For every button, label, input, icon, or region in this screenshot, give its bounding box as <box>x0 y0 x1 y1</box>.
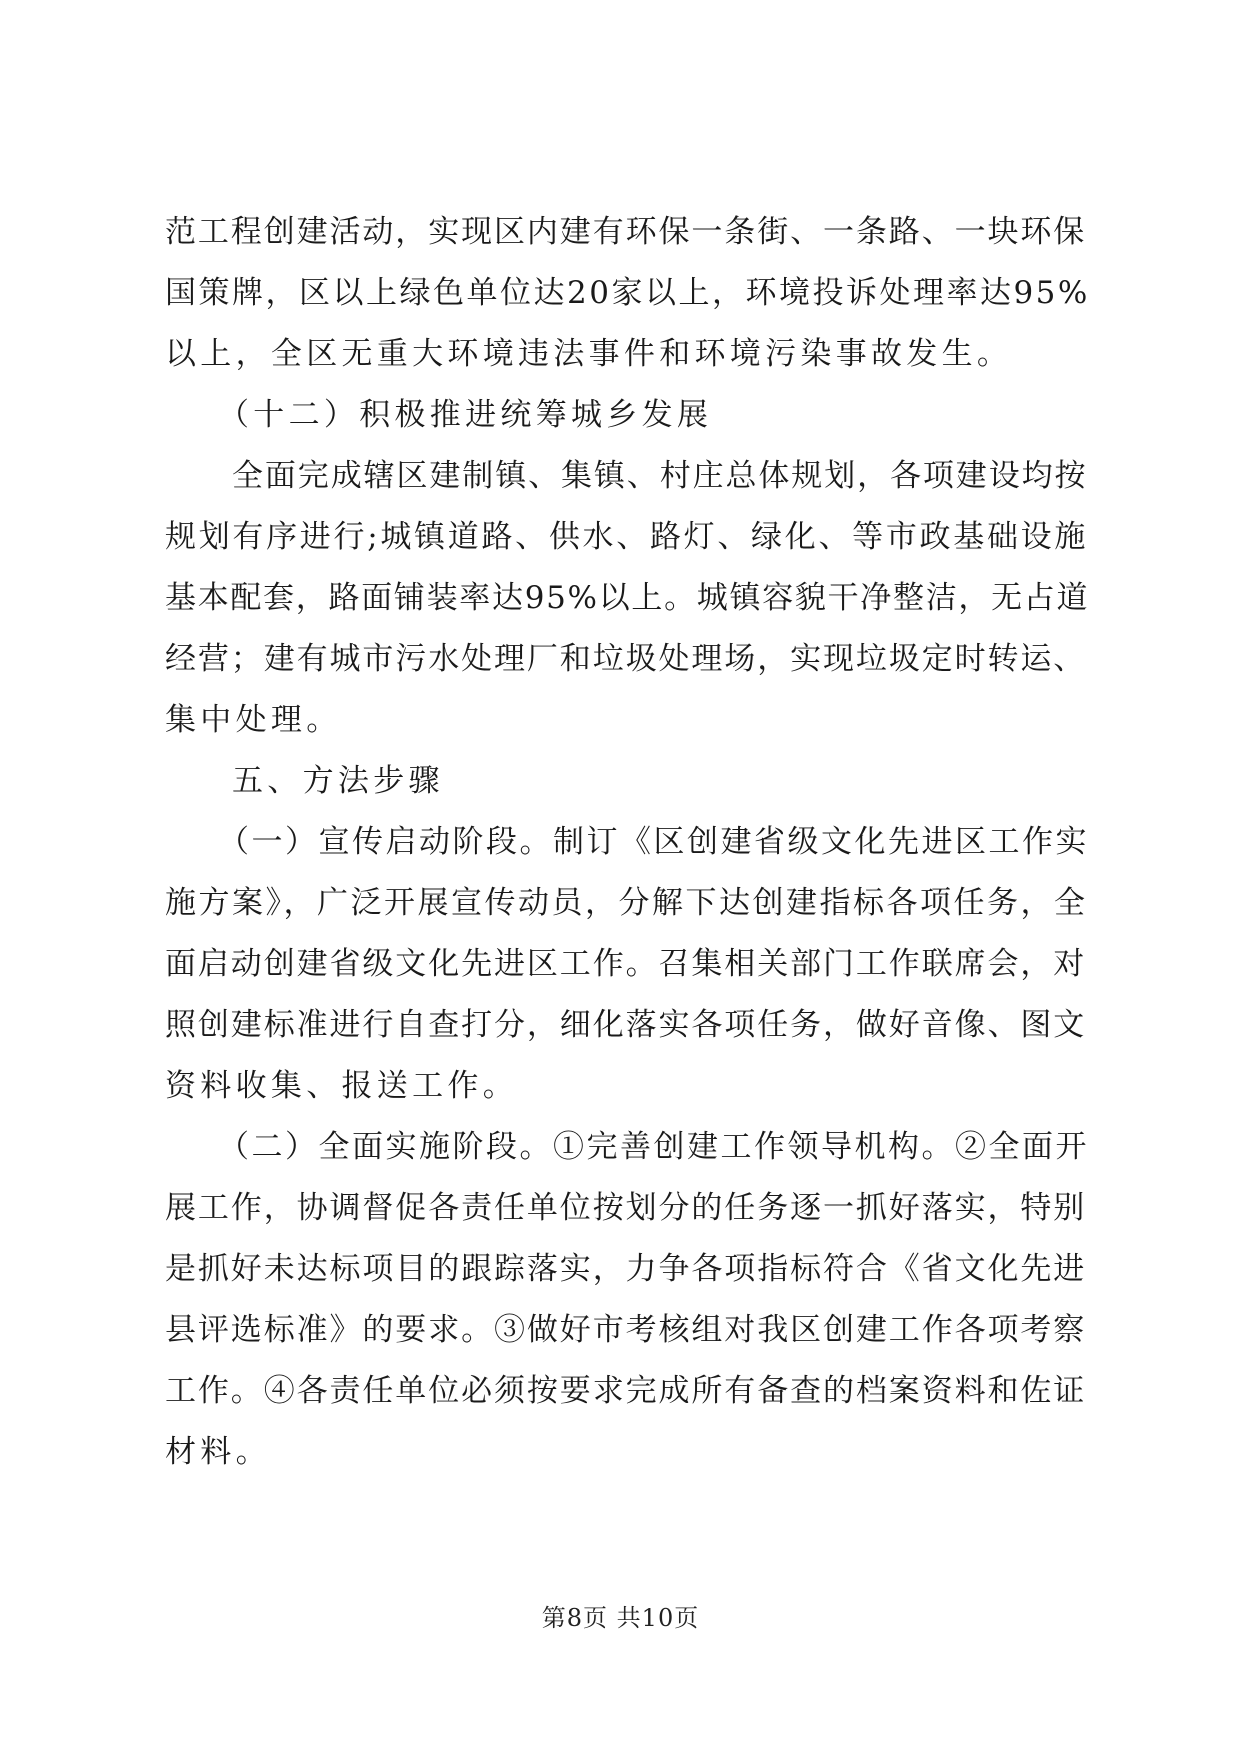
body-line-1: 范工程创建活动，实现区内建有环保一条街、一条路、一块环保 <box>165 214 1087 250</box>
body-line-3: 以上，全区无重大环境违法事件和环境污染事故发生。 <box>165 336 1013 372</box>
body-line-8: 经营；建有城市污水处理厂和垃圾处理场，实现垃圾定时转运、 <box>165 641 1087 677</box>
body-line-2: 国策牌，区以上绿色单位达20家以上，环境投诉处理率达95% <box>165 275 1090 311</box>
body-line-17: 展工作，协调督促各责任单位按划分的任务逐一抓好落实，特别 <box>165 1190 1087 1226</box>
section-heading-5: 五、方法步骤 <box>232 763 444 799</box>
body-line-12: 施方案》，广泛开展宣传动员，分解下达创建指标各项任务，全 <box>165 885 1088 921</box>
page-footer: 第8页 共10页 <box>541 1604 700 1632</box>
body-line-16: （二）全面实施阶段。①完善创建工作领导机构。②全面开 <box>218 1129 1089 1165</box>
body-line-14: 照创建标准进行自查打分，细化落实各项任务，做好音像、图文 <box>165 1007 1087 1043</box>
body-line-7: 基本配套，路面铺装率达95%以上。城镇容貌干净整洁，无占道 <box>165 580 1090 616</box>
body-line-9: 集中处理。 <box>165 702 342 738</box>
body-line-13: 面启动创建省级文化先进区工作。召集相关部门工作联席会，对 <box>165 946 1087 982</box>
body-line-20: 工作。④各责任单位必须按要求完成所有备查的档案资料和佐证 <box>165 1373 1087 1409</box>
body-line-6: 规划有序进行;城镇道路、供水、路灯、绿化、等市政基础设施 <box>165 519 1089 555</box>
body-line-18: 是抓好未达标项目的跟踪落实，力争各项指标符合《省文化先进 <box>165 1251 1087 1287</box>
body-line-15: 资料收集、报送工作。 <box>165 1068 518 1104</box>
body-line-11: （一）宣传启动阶段。制订《区创建省级文化先进区工作实 <box>218 824 1089 860</box>
body-line-5: 全面完成辖区建制镇、集镇、村庄总体规划，各项建设均按 <box>232 458 1088 494</box>
section-heading-12: （十二）积极推进统筹城乡发展 <box>218 397 713 433</box>
body-line-19: 县评选标准》的要求。③做好市考核组对我区创建工作各项考察 <box>165 1312 1087 1348</box>
body-line-21: 材料。 <box>165 1434 271 1470</box>
